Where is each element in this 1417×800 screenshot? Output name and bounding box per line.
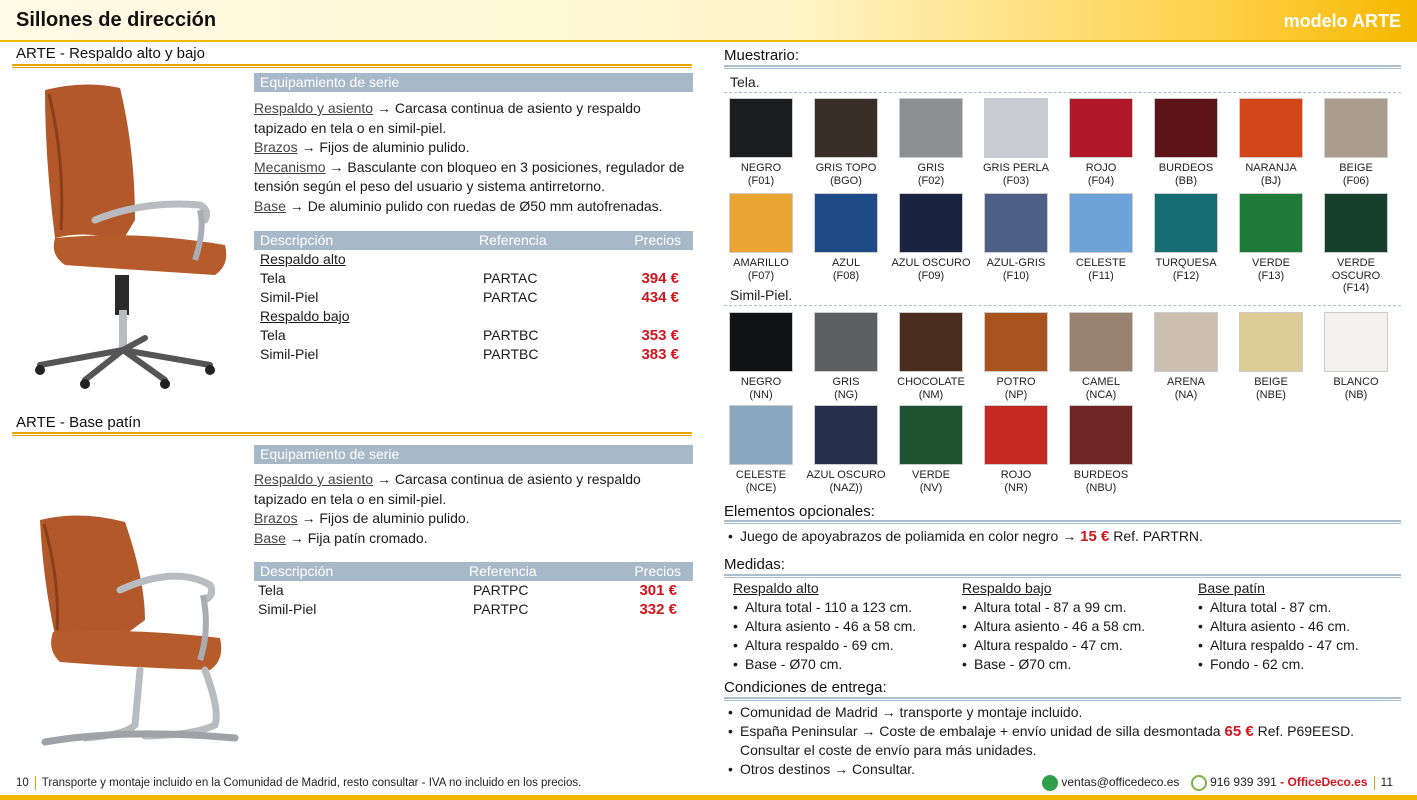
row-ref: PARTPC	[473, 601, 529, 617]
tela-label: Tela.	[730, 74, 760, 90]
swatch-name: BLANCO	[1333, 376, 1379, 388]
medida-text: Altura asiento - 46 a 58 cm.	[745, 618, 917, 634]
swatch-code: (F12)	[1172, 269, 1200, 282]
row-desc: Simil-Piel	[258, 601, 317, 617]
swatch-color	[1324, 193, 1388, 253]
swatch	[1314, 193, 1398, 295]
swatch-label	[974, 162, 1058, 187]
swatch-label	[1059, 257, 1143, 282]
swatch-color	[1069, 405, 1133, 465]
equip-item	[254, 529, 694, 549]
muestrario-rule	[724, 65, 1401, 69]
equip-label: Mecanismo	[254, 158, 326, 175]
medida-bold: Altura total	[1210, 599, 1277, 615]
equip-item	[254, 99, 694, 138]
swatch-label	[1314, 376, 1398, 401]
swatch-color	[899, 405, 963, 465]
swatch-label	[719, 469, 803, 494]
swatch-name: TURQUESA	[1155, 257, 1217, 269]
swatch-label	[1059, 162, 1143, 187]
swatch	[1229, 193, 1313, 282]
swatch-code: (NB)	[1344, 388, 1368, 401]
swatch-color	[899, 312, 963, 372]
medida-text: Altura respaldo - 47 cm.	[1210, 637, 1359, 653]
equip-list	[254, 470, 694, 548]
swatch-label	[719, 376, 803, 401]
equip-item	[254, 158, 694, 197]
swatch	[719, 193, 803, 282]
condicion-price: 65 €	[1224, 723, 1254, 740]
swatch-color	[899, 193, 963, 253]
swatch-code: (NAZ))	[829, 481, 863, 494]
swatch-color	[1239, 193, 1303, 253]
swatch-code: (F02)	[917, 174, 945, 187]
medida-text: Altura asiento - 46 cm.	[1210, 618, 1351, 634]
swatch-code: (BB)	[1175, 174, 1197, 187]
medidas-col-title: Respaldo alto	[733, 580, 819, 596]
swatch-name: BEIGE	[1254, 376, 1288, 388]
equip-text: → Basculante con bloqueo en 3 posiciones, regulador de tensión según el peso del usuario y sistema antirretorno.	[254, 158, 685, 194]
col-header-descripcion: Descripción	[260, 232, 334, 248]
swatch	[1314, 312, 1398, 401]
swatch-name: ROJO	[1085, 162, 1117, 174]
footer-separator	[35, 776, 36, 790]
swatch	[1059, 405, 1143, 494]
swatch-color	[814, 193, 878, 253]
swatch-color	[899, 98, 963, 158]
swatch-color	[729, 193, 793, 253]
swatch-label	[719, 257, 803, 282]
equip-label: Respaldo y asiento	[254, 471, 374, 487]
swatch-color	[1324, 98, 1388, 158]
row-price: 434 €	[641, 289, 679, 306]
opcional-ref: Ref. PARTRN.	[1109, 528, 1203, 544]
medida-item	[733, 617, 958, 636]
swatch-name: VERDE	[912, 469, 950, 481]
condicion-text: España Peninsular → Coste de embalaje + envío unidad de silla desmontada	[740, 723, 1225, 739]
swatch-name: ARENA	[1167, 376, 1205, 388]
swatch-label	[1144, 376, 1228, 401]
swatch-label	[804, 257, 888, 282]
swatch	[889, 98, 973, 187]
equip-label: Brazos	[254, 139, 298, 155]
swatch-label	[1229, 376, 1313, 401]
price-table-patin	[254, 562, 693, 619]
medida-text: Altura asiento - 46 a 58 cm.	[974, 618, 1146, 634]
swatch	[719, 405, 803, 494]
row-ref: PARTAC	[483, 289, 538, 305]
swatch	[1059, 193, 1143, 282]
swatch-name: GRIS	[917, 162, 945, 174]
swatch-label	[974, 257, 1058, 282]
row-price: 383 €	[641, 346, 679, 363]
row-ref: PARTBC	[483, 346, 539, 362]
medida-text: Base - Ø70 cm.	[974, 656, 1072, 672]
footer-email[interactable]: ventas@officedeco.es	[1061, 775, 1180, 790]
medida-text: - 87 a 99 cm.	[1040, 599, 1127, 615]
swatch	[804, 405, 888, 494]
swatch-label	[719, 162, 803, 187]
medida-item	[962, 617, 1187, 636]
table-row	[254, 581, 693, 600]
swatch-name: AMARILLO	[733, 257, 789, 269]
medidas-col-title: Respaldo bajo	[962, 580, 1052, 596]
equip-text: → De aluminio pulido con ruedas de Ø50 mm autofrenadas.	[285, 197, 663, 214]
equip-text: → Carcasa continua de asiento y respaldo tapizado en tela o en simil-piel.	[254, 100, 641, 136]
opcional-price: 15 €	[1080, 528, 1110, 545]
swatch-label	[889, 162, 973, 187]
chair-high-back-image	[25, 80, 235, 395]
footer-dash: -	[1280, 775, 1285, 790]
row-price: 394 €	[641, 270, 679, 287]
medida-item	[1198, 636, 1398, 655]
equip-text: → Fijos de aluminio pulido.	[297, 510, 470, 526]
swatch-code: (F10)	[1002, 269, 1030, 282]
medida-text: Base - Ø70 cm.	[745, 656, 843, 672]
equip-item	[254, 509, 694, 529]
medida-item	[1198, 655, 1398, 674]
swatch-color	[1154, 98, 1218, 158]
swatch	[1059, 312, 1143, 401]
simil-rule	[724, 305, 1401, 306]
swatch-name: GRIS PERLA	[982, 162, 1050, 174]
equip-text: → Carcasa continua de asiento y respaldo tapizado en tela o en simil-piel.	[254, 471, 641, 507]
opcionales-list	[724, 527, 1401, 546]
condiciones-list	[724, 703, 1401, 779]
swatch-name: CAMEL	[1082, 376, 1120, 388]
footer-right	[1042, 775, 1393, 791]
swatch-name: BURDEOS	[1158, 162, 1214, 174]
swatch-label	[804, 469, 888, 494]
row-desc: Simil-Piel	[260, 346, 319, 362]
section-title-patin: ARTE - Base patín	[16, 414, 141, 431]
row-price: 353 €	[641, 327, 679, 344]
chair-base-patin-image	[25, 510, 240, 760]
swatch-name: CELESTE	[1075, 257, 1127, 269]
medida-item	[962, 598, 1187, 617]
row-desc: Tela	[260, 327, 286, 343]
table-row	[254, 269, 693, 288]
swatch-code: (NG)	[834, 388, 858, 401]
row-price: 332 €	[639, 601, 677, 618]
col-header-referencia: Referencia	[479, 232, 547, 248]
row-ref: PARTAC	[483, 270, 538, 286]
row-desc: Simil-Piel	[260, 289, 319, 305]
swatch	[889, 312, 973, 401]
col-header-referencia: Referencia	[469, 563, 537, 579]
email-icon	[1042, 775, 1058, 791]
swatch	[889, 405, 973, 494]
condiciones-rule	[724, 697, 1401, 701]
equip-item	[254, 197, 694, 217]
swatch-label	[974, 469, 1058, 494]
col-header-precios: Precios	[634, 232, 681, 248]
footer-brand[interactable]: OfficeDeco.es	[1287, 775, 1368, 790]
medida-item	[1198, 598, 1398, 617]
swatch-color	[1069, 312, 1133, 372]
swatch-name: AZUL	[831, 257, 861, 269]
header-rule	[0, 40, 1417, 42]
swatch-name: AZUL OSCURO	[806, 469, 886, 481]
swatch-name: VERDE	[1252, 257, 1290, 269]
swatch-name: AZUL OSCURO	[891, 257, 971, 269]
equip-item	[254, 470, 694, 509]
medidas-col-base-patin	[1198, 579, 1398, 674]
swatch	[1144, 193, 1228, 282]
price-table-respaldo	[254, 231, 693, 364]
swatch-name: ROJO	[1000, 469, 1032, 481]
swatch-name: CHOCOLATE	[897, 376, 965, 388]
medidas-col-respaldo-bajo	[962, 579, 1187, 674]
medida-text: - 87 cm.	[1276, 599, 1332, 615]
equip-header: Equipamiento de serie	[254, 445, 693, 464]
swatch-name: GRIS	[832, 376, 860, 388]
group-label: Respaldo alto	[260, 251, 346, 267]
medida-bold: Altura total	[974, 599, 1041, 615]
swatch-code: (F09)	[917, 269, 945, 282]
swatch-color	[1069, 193, 1133, 253]
condicion-text-line2: Consultar el coste de envío para más unidades.	[740, 742, 1037, 758]
swatch-name: POTRO	[996, 376, 1036, 388]
swatch-name: VERDE OSCURO	[1331, 257, 1381, 282]
swatch-label	[1314, 257, 1398, 295]
medida-item	[962, 655, 1187, 674]
swatch-color	[1239, 312, 1303, 372]
swatch	[1144, 312, 1228, 401]
swatch-label	[889, 469, 973, 494]
simil-label: Simil-Piel.	[730, 287, 793, 303]
condicion-text: Otros destinos → Consultar.	[740, 761, 916, 777]
swatch-label	[1059, 376, 1143, 401]
swatch-color	[1239, 98, 1303, 158]
medidas-rule	[724, 574, 1401, 578]
medidas-col-respaldo-alto	[733, 579, 958, 674]
footer-note: Transporte y montaje incluido en la Comunidad de Madrid, resto consultar - IVA no incluido en los precios.	[41, 777, 582, 790]
medida-item	[1198, 617, 1398, 636]
row-desc: Tela	[260, 270, 286, 286]
simil-swatch-grid	[719, 312, 1399, 497]
medida-item	[733, 655, 958, 674]
equip-list	[254, 99, 694, 216]
col-header-precios: Precios	[634, 563, 681, 579]
swatch-name: NEGRO	[740, 376, 782, 388]
swatch-color	[984, 193, 1048, 253]
swatch-code: (F11)	[1088, 269, 1114, 282]
swatch-label	[1229, 257, 1313, 282]
swatch-label	[804, 376, 888, 401]
medida-item	[962, 636, 1187, 655]
opcionales-title: Elementos opcionales:	[724, 503, 875, 520]
opcional-item	[724, 527, 1401, 546]
swatch	[974, 193, 1058, 282]
swatch-code: (NBE)	[1256, 388, 1286, 401]
swatch	[804, 312, 888, 401]
phone-icon	[1191, 775, 1207, 791]
page-title: Sillones de dirección	[16, 9, 217, 31]
table-header	[254, 562, 693, 581]
swatch-name: BEIGE	[1339, 162, 1373, 174]
medida-text: Altura respaldo - 69 cm.	[745, 637, 894, 653]
swatch-color	[1069, 98, 1133, 158]
swatch	[974, 98, 1058, 187]
swatch-label	[889, 257, 973, 282]
medida-bold: Altura total	[745, 599, 812, 615]
group-label: Respaldo bajo	[260, 308, 350, 324]
condicion-item	[724, 722, 1401, 760]
medida-item	[733, 636, 958, 655]
swatch	[719, 98, 803, 187]
swatch-color	[814, 405, 878, 465]
swatch-label	[1144, 257, 1228, 282]
swatch	[1144, 98, 1228, 187]
swatch	[719, 312, 803, 401]
equip-header: Equipamiento de serie	[254, 73, 693, 92]
medida-text: - 110 a 123 cm.	[811, 599, 913, 615]
swatch-color	[729, 98, 793, 158]
swatch	[804, 98, 888, 187]
row-ref: PARTPC	[473, 582, 529, 598]
equip-item	[254, 138, 694, 158]
equip-text: → Fijos de aluminio pulido.	[297, 139, 470, 155]
swatch-name: CELESTE	[735, 469, 787, 481]
medida-text: Altura respaldo - 47 cm.	[974, 637, 1123, 653]
swatch-code: (NA)	[1174, 388, 1198, 401]
medidas-col-title: Base patín	[1198, 580, 1265, 596]
swatch-code: (F07)	[747, 269, 775, 282]
swatch	[889, 193, 973, 282]
footer-rule	[0, 795, 1417, 800]
swatch-label	[1059, 469, 1143, 494]
swatch-color	[1324, 312, 1388, 372]
section-title-respaldo: ARTE - Respaldo alto y bajo	[16, 45, 205, 62]
row-desc: Tela	[258, 582, 284, 598]
swatch	[974, 405, 1058, 494]
swatch-label	[974, 376, 1058, 401]
opcional-text: Juego de apoyabrazos de poliamida en color negro →	[740, 528, 1081, 544]
swatch-name: NARANJA	[1245, 162, 1297, 174]
swatch-code: (F08)	[832, 269, 860, 282]
swatch-code: (BJ)	[1260, 174, 1282, 187]
swatch-name: GRIS TOPO	[815, 162, 877, 174]
footer-phone[interactable]: 916 939 391	[1210, 775, 1277, 790]
swatch	[804, 193, 888, 282]
table-row	[254, 326, 693, 345]
swatch-color	[1154, 193, 1218, 253]
col-header-descripcion: Descripción	[260, 563, 334, 579]
tela-rule	[724, 92, 1401, 93]
swatch-code: (NV)	[919, 481, 943, 494]
opcionales-rule	[724, 520, 1401, 524]
swatch-code: (NCA)	[1085, 388, 1117, 401]
swatch-code: (NR)	[1004, 481, 1028, 494]
swatch-color	[814, 312, 878, 372]
equip-label: Brazos	[254, 510, 298, 526]
swatch-code: (BGO)	[830, 174, 862, 187]
swatch-code: (NM)	[918, 388, 944, 401]
swatch-label	[804, 162, 888, 187]
swatch	[1314, 98, 1398, 187]
swatch-name: BURDEOS	[1073, 469, 1129, 481]
swatch-name: AZUL-GRIS	[986, 257, 1046, 269]
table-group-row	[254, 250, 693, 269]
muestrario-title: Muestrario:	[724, 47, 800, 64]
swatch	[1059, 98, 1143, 187]
swatch-code: (F03)	[1002, 174, 1030, 187]
swatch	[1229, 312, 1313, 401]
section-rule	[12, 432, 692, 436]
tela-swatch-grid	[719, 98, 1399, 294]
swatch-color	[729, 405, 793, 465]
swatch-code: (NBU)	[1085, 481, 1117, 494]
table-row	[254, 288, 693, 307]
equip-label: Respaldo y asiento	[254, 100, 374, 116]
page-number-right: 11	[1380, 775, 1393, 790]
page-number-left: 10	[16, 777, 29, 790]
medida-text: Fondo - 62 cm.	[1210, 656, 1305, 672]
swatch-code: (F14)	[1342, 282, 1370, 294]
swatch-code: (NP)	[1004, 388, 1028, 401]
row-ref: PARTBC	[483, 327, 539, 343]
swatch-color	[984, 98, 1048, 158]
equip-label: Base	[254, 529, 286, 546]
condicion-item	[724, 703, 1401, 722]
section-rule	[12, 64, 692, 68]
swatch-code: (F06)	[1342, 174, 1370, 187]
swatch-label	[1314, 162, 1398, 187]
condicion-text: Comunidad de Madrid → transporte y montaje incluido.	[740, 704, 1083, 720]
row-price: 301 €	[639, 582, 677, 599]
swatch-code: (F13)	[1257, 269, 1285, 282]
swatch	[1229, 98, 1313, 187]
swatch-color	[1154, 312, 1218, 372]
footer-left	[16, 776, 581, 790]
equip-label: Base	[254, 197, 286, 214]
equip-text: → Fija patín cromado.	[285, 529, 428, 546]
table-row	[254, 600, 693, 619]
swatch-color	[984, 405, 1048, 465]
swatch-code: (F01)	[747, 174, 775, 187]
swatch-color	[984, 312, 1048, 372]
swatch	[974, 312, 1058, 401]
condicion-ref: Ref. P69EESD.	[1253, 723, 1355, 739]
swatch-code: (F04)	[1087, 174, 1115, 187]
table-group-row	[254, 307, 693, 326]
swatch-color	[729, 312, 793, 372]
swatch-name: NEGRO	[740, 162, 782, 174]
medidas-title: Medidas:	[724, 556, 785, 573]
medida-item	[733, 598, 958, 617]
condiciones-title: Condiciones de entrega:	[724, 679, 887, 696]
swatch-code: (NCE)	[745, 481, 777, 494]
table-row	[254, 345, 693, 364]
swatch-code: (NN)	[749, 388, 773, 401]
swatch-label	[1229, 162, 1313, 187]
model-title: modelo ARTE	[1283, 11, 1401, 31]
footer-separator	[1374, 776, 1375, 790]
table-header	[254, 231, 693, 250]
swatch-color	[814, 98, 878, 158]
swatch-label	[1144, 162, 1228, 187]
swatch-label	[889, 376, 973, 401]
